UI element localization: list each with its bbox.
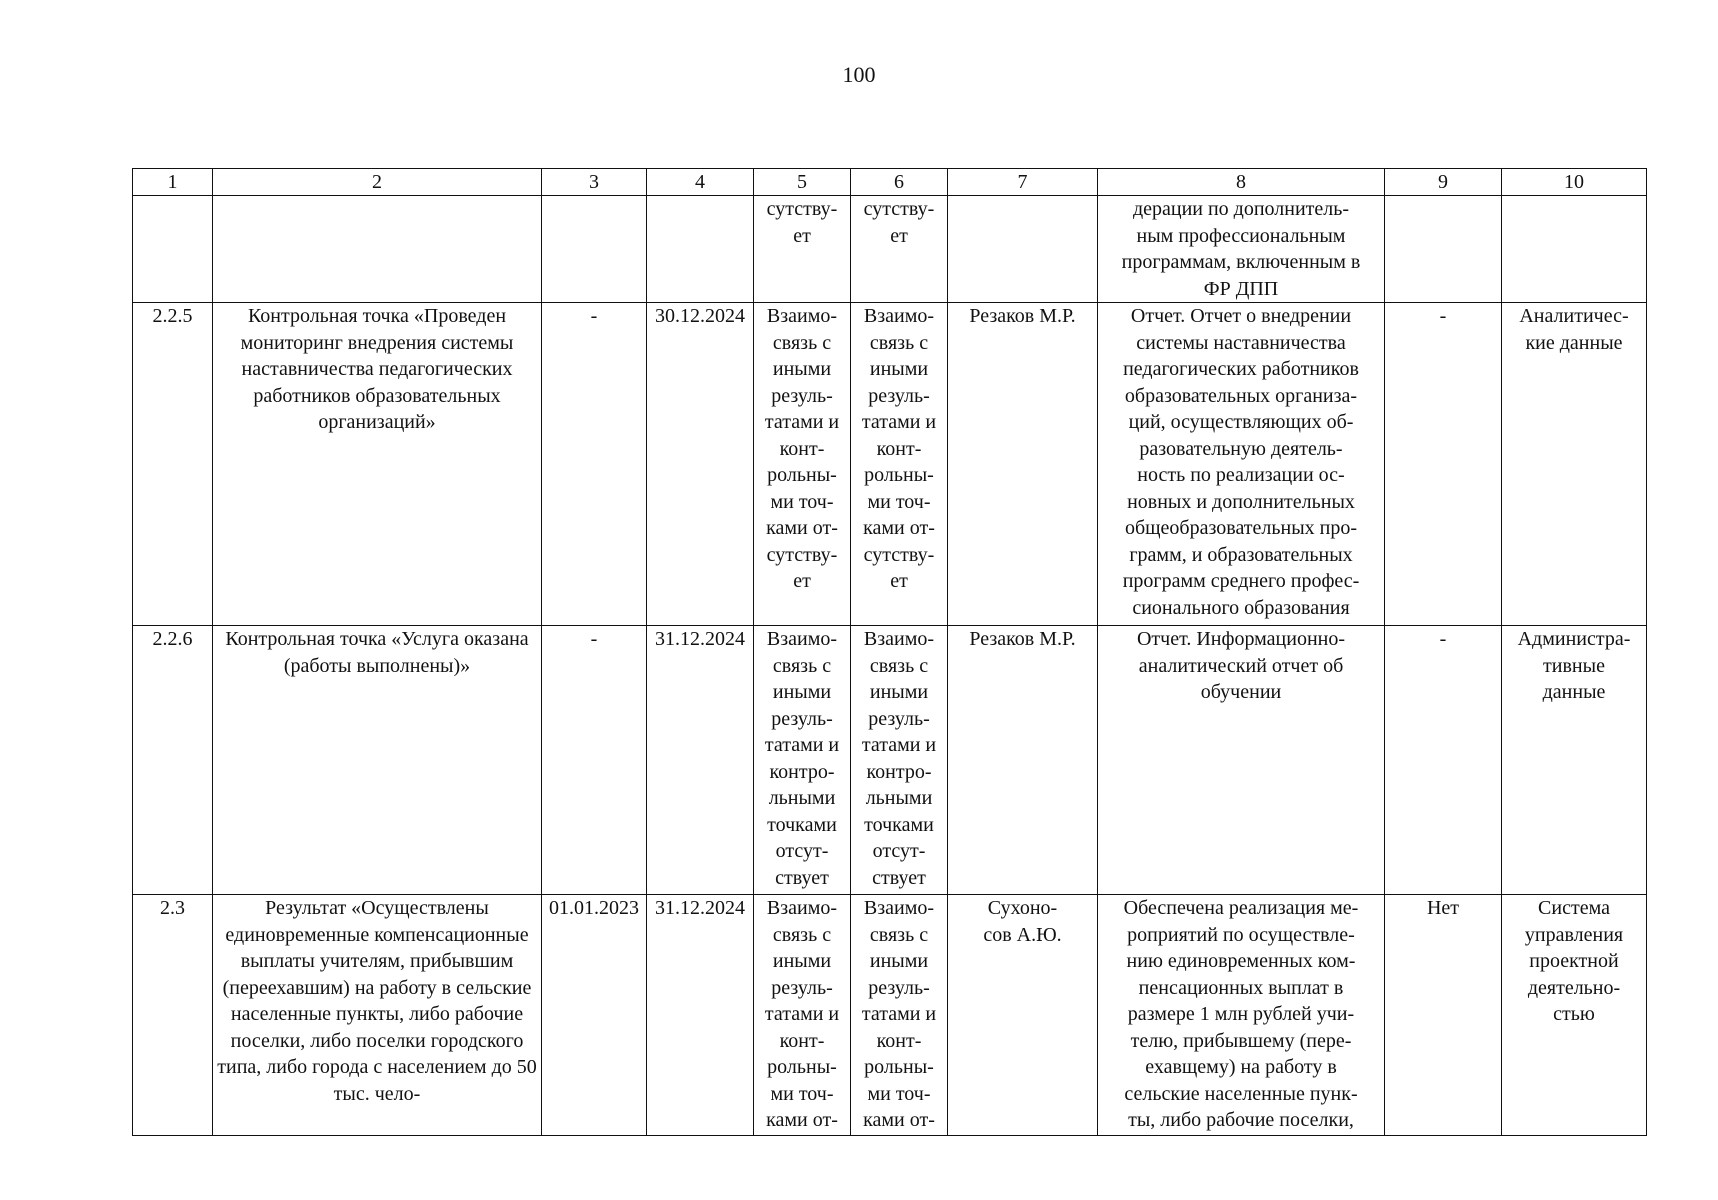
start-date: - (542, 626, 647, 895)
header-cell: 9 (1385, 169, 1502, 196)
page-number: 100 (842, 62, 876, 87)
relation-col6 (851, 303, 948, 626)
header-cell: 4 (647, 169, 754, 196)
cell-line: ми точ- (770, 490, 834, 513)
cell-line: сионального образования (1132, 596, 1350, 619)
col9-value: - (1385, 626, 1502, 895)
responsible-person (948, 196, 1098, 303)
row-name: Контрольная точка «Проведен мониторинг внедрения системы наставничества педагогических работников образовательных организаций» (213, 303, 542, 626)
cell-line: иными (772, 358, 832, 380)
cell-line: Отчет. Информационно- (1136, 628, 1346, 650)
cell-line: новных и дополнительных (1127, 490, 1355, 513)
cell-line: иными (869, 681, 929, 703)
cell-line: татами и (764, 1003, 840, 1025)
cell-line: разовательную деятель- (1139, 437, 1343, 460)
cell-line: ты, либо рабочие поселки, (1128, 1109, 1354, 1131)
relation-col5 (754, 303, 851, 626)
cell-line: резуль- (868, 976, 930, 999)
cell-line: кие данные (1525, 331, 1623, 354)
relation-col5 (754, 626, 851, 895)
cell-line: льными (768, 787, 836, 809)
cell-line: дерации по дополнитель- (1132, 198, 1350, 220)
cell-line: Взаимо- (766, 305, 838, 327)
end-date: 30.12.2024 (647, 303, 754, 626)
table-row (133, 303, 1647, 626)
cell-line: ность по реализации ос- (1137, 464, 1345, 486)
header-cell: 7 (948, 169, 1098, 196)
table-row (133, 626, 1647, 895)
cell-line: рольны- (864, 1056, 934, 1078)
cell-line: Взаимо- (766, 628, 838, 650)
relation-col6 (851, 895, 948, 1136)
cell-line: конт- (779, 437, 825, 460)
cell-line: татами и (764, 734, 840, 756)
cell-line: стью (1553, 1003, 1595, 1025)
cell-line: Отчет. Отчет о внедрении (1130, 305, 1352, 327)
cell-line: сов А.Ю. (983, 923, 1062, 946)
cell-line: роприятий по осуществле- (1127, 923, 1355, 946)
table-row (133, 895, 1647, 1136)
cell-line: резуль- (868, 707, 930, 730)
relation-col5 (754, 895, 851, 1136)
end-date: 31.12.2024 (647, 626, 754, 895)
cell-line: конт- (876, 1029, 922, 1052)
cell-line: ками от- (766, 517, 838, 539)
cell-line: конт- (779, 1029, 825, 1052)
cell-line: ками от- (863, 517, 935, 539)
cell-line: рольны- (864, 464, 934, 486)
row-number: 2.2.6 (133, 626, 213, 895)
cell-line: сельские населенные пунк- (1124, 1082, 1358, 1105)
result-description (1098, 196, 1385, 303)
col9-value: Нет (1385, 895, 1502, 1136)
end-date: 31.12.2024 (647, 895, 754, 1136)
cell-line: Взаимо- (863, 628, 935, 650)
header-cell: 5 (754, 169, 851, 196)
info-source (1502, 626, 1647, 895)
cell-line: Взаимо- (766, 897, 838, 919)
cell-line: программ среднего профес- (1122, 570, 1360, 592)
cell-line: проектной (1529, 950, 1619, 972)
cell-line: иными (869, 358, 929, 380)
row-name (213, 196, 542, 303)
cell-line: ехавщему) на работу в (1145, 1056, 1337, 1078)
cell-line: педагогических работников (1123, 358, 1359, 380)
cell-line: резуль- (771, 976, 833, 999)
cell-line: программам, включенным в (1121, 251, 1361, 273)
cell-line: Аналитичес- (1519, 305, 1629, 327)
cell-line: ет (890, 224, 908, 247)
cell-line: данные (1542, 681, 1606, 703)
cell-line: ствует (872, 866, 926, 889)
cell-line: рольны- (767, 1056, 837, 1078)
cell-line: ет (793, 570, 811, 592)
header-cell: 3 (542, 169, 647, 196)
cell-line: ствует (775, 866, 829, 889)
cell-line: размере 1 млн рублей учи- (1127, 1003, 1355, 1025)
cell-line: тивные (1543, 654, 1605, 677)
cell-line: контро- (769, 760, 835, 783)
cell-line: иными (772, 681, 832, 703)
row-name: Результат «Осуществлены единовременные компенсационные выплаты учителям, прибывшим (переехавшим) на работу в сельские населенные пункты, либо рабочие поселки, либо поселки городского типа, либо города с населением до 50 тыс. чело- (213, 895, 542, 1136)
result-description (1098, 626, 1385, 895)
cell-line: сутству- (863, 543, 935, 566)
cell-line: Взаимо- (863, 897, 935, 919)
cell-line: Обеспечена реализация ме- (1123, 897, 1359, 919)
cell-line: ми точ- (867, 1082, 931, 1105)
column-number-header (133, 169, 1647, 196)
cell-line: льными (865, 787, 933, 809)
cell-line: ным профессиональным (1136, 224, 1346, 247)
cell-line: управления (1524, 923, 1624, 946)
relation-col5 (754, 196, 851, 303)
start-date (542, 196, 647, 303)
cell-line: ками от- (863, 1109, 935, 1131)
cell-line: телю, прибывшему (пере- (1130, 1029, 1352, 1052)
row-name: Контрольная точка «Услуга оказана (работы выполнены)» (213, 626, 542, 895)
cell-line: Система (1538, 897, 1610, 919)
col9-value (1385, 196, 1502, 303)
header-cell: 10 (1502, 169, 1647, 196)
cell-line: ми точ- (867, 490, 931, 513)
cell-line: грамм, и образовательных (1129, 543, 1353, 566)
cell-line: иными (869, 950, 929, 972)
cell-line: татами и (861, 1003, 937, 1025)
header-cell: 6 (851, 169, 948, 196)
cell-line: татами и (861, 411, 937, 433)
cell-line: Взаимо- (863, 305, 935, 327)
cell-line: иными (772, 950, 832, 972)
header-cell: 8 (1098, 169, 1385, 196)
cell-line: рольны- (767, 464, 837, 486)
cell-line: сутству- (766, 543, 838, 566)
cell-line: Администра- (1517, 628, 1631, 650)
cell-line: точками (864, 813, 934, 836)
cell-line: связь с (869, 923, 929, 946)
info-source (1502, 196, 1647, 303)
cell-line: ций, осуществляющих об- (1128, 411, 1354, 433)
cell-line: татами и (861, 734, 937, 756)
relation-col6 (851, 196, 948, 303)
cell-line: связь с (869, 331, 929, 354)
cell-line: связь с (869, 654, 929, 677)
info-source (1502, 303, 1647, 626)
cell-line: деятельно- (1527, 976, 1621, 999)
cell-line: резуль- (771, 707, 833, 730)
cell-line: связь с (772, 923, 832, 946)
start-date: 01.01.2023 (542, 895, 647, 1136)
relation-col6 (851, 626, 948, 895)
cell-line: связь с (772, 331, 832, 354)
cell-line: нию единовременных ком- (1126, 950, 1356, 972)
result-description (1098, 303, 1385, 626)
cell-line: резуль- (771, 384, 833, 407)
cell-line: Сухоно- (987, 897, 1058, 919)
cell-line: отсут- (775, 840, 829, 862)
cell-line: сутству- (863, 198, 935, 220)
cell-line: общеобразовательных про- (1124, 517, 1358, 539)
table-row (133, 196, 1647, 303)
info-source (1502, 895, 1647, 1136)
cell-line: ФР ДПП (1203, 277, 1279, 300)
control-points-table (132, 168, 1647, 1136)
cell-line: контро- (866, 760, 932, 783)
cell-line: обучении (1200, 681, 1282, 703)
cell-line: точками (767, 813, 837, 836)
cell-line: отсут- (872, 840, 926, 862)
cell-line: образовательных организа- (1124, 384, 1358, 407)
header-cell: 1 (133, 169, 213, 196)
col9-value: - (1385, 303, 1502, 626)
row-number: 2.2.5 (133, 303, 213, 626)
cell-line: системы наставничества (1136, 331, 1346, 354)
cell-line: резуль- (868, 384, 930, 407)
row-number: 2.3 (133, 895, 213, 1136)
cell-line: конт- (876, 437, 922, 460)
result-description (1098, 895, 1385, 1136)
cell-line: пенсационных выплат в (1138, 976, 1344, 999)
row-number (133, 196, 213, 303)
cell-line: ками от- (766, 1109, 838, 1131)
header-cell: 2 (213, 169, 542, 196)
cell-line: татами и (764, 411, 840, 433)
cell-line: ми точ- (770, 1082, 834, 1105)
responsible-person (948, 895, 1098, 1136)
cell-line: ет (793, 224, 811, 247)
end-date (647, 196, 754, 303)
cell-line: связь с (772, 654, 832, 677)
cell-line: аналитический отчет об (1138, 654, 1344, 677)
responsible-person: Резаков М.Р. (948, 303, 1098, 626)
cell-line: сутству- (766, 198, 838, 220)
start-date: - (542, 303, 647, 626)
responsible-person: Резаков М.Р. (948, 626, 1098, 895)
cell-line: ет (890, 570, 908, 592)
